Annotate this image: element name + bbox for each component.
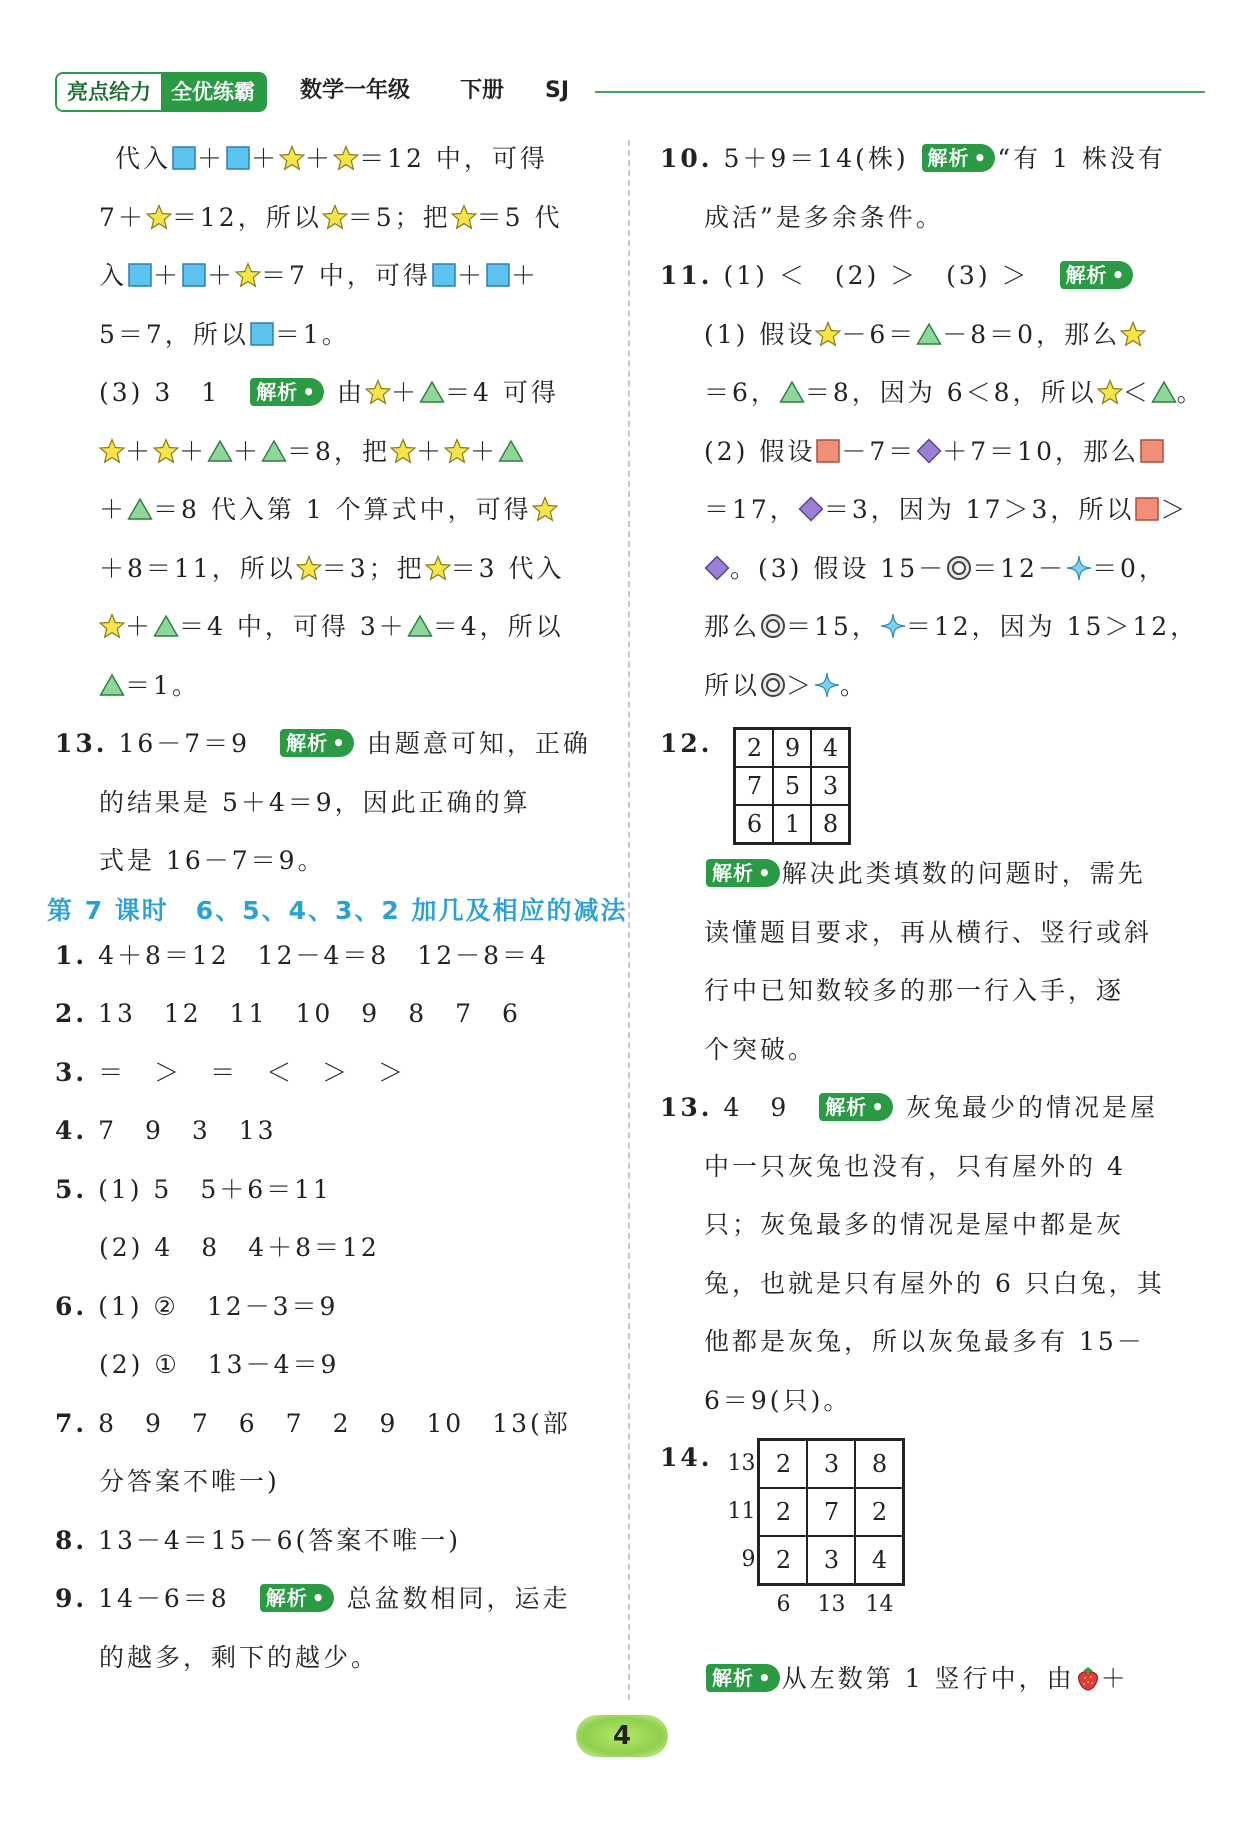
star-icon	[532, 496, 558, 522]
text: －7＝	[841, 436, 917, 466]
grid-cell: 6	[735, 805, 773, 843]
answer-line: 只；灰兔最多的情况是屋中都是灰	[704, 1210, 1125, 1239]
question-number: 7.	[55, 1408, 88, 1438]
sparkle-icon	[1066, 555, 1092, 581]
text: ＝12，所以	[171, 202, 322, 232]
star-icon	[99, 613, 125, 639]
header-rule	[595, 91, 1205, 93]
grid-cell: 3	[807, 1536, 855, 1584]
star-icon	[1120, 321, 1146, 347]
star-icon	[279, 145, 305, 171]
text: ＝0，	[1091, 553, 1167, 583]
analysis-tag: 解析 •	[260, 1584, 334, 1612]
question-9	[55, 1570, 600, 1629]
question-number: 14.	[660, 1443, 713, 1472]
star-icon	[425, 555, 451, 581]
grid-cell: 3	[811, 767, 849, 805]
section-title: 第 7 课时 6、5、4、3、2 加几及相应的减法	[47, 895, 628, 925]
grid-cell: 2	[759, 1440, 807, 1488]
blue-square-icon	[127, 262, 153, 288]
text: 所以	[704, 670, 761, 700]
question-number: 5.	[55, 1174, 88, 1204]
answer-line: 分答案不唯一)	[99, 1467, 280, 1496]
answer-line: ＝17， ＝3，因为 17＞3，所以 ＞	[704, 495, 1189, 524]
text: 由	[336, 378, 365, 407]
column-divider	[628, 140, 630, 1700]
text: ＝8 代入第 1 个算式中，可得	[153, 495, 532, 524]
question-number: 12.	[660, 729, 713, 758]
star-icon	[444, 438, 470, 464]
answer: (1) 5 5＋6＝11	[98, 1174, 332, 1204]
triangle-icon	[127, 496, 153, 522]
answer-line	[660, 598, 1215, 657]
answer: 13－4＝15－6(答案不唯一)	[98, 1525, 462, 1555]
answer: ＝ ＞ ＝ ＜ ＞ ＞	[98, 1057, 407, 1087]
analysis-tag: 解析 •	[280, 729, 354, 757]
text: ＝3 代入	[450, 553, 565, 583]
triangle-icon	[153, 613, 179, 639]
answer-line: (3) 3 1 解析 • 由 ＋ ＝4 可得	[55, 364, 600, 423]
answer-line: 兔，也就是只有屋外的 6 只白兔，其	[704, 1268, 1165, 1298]
answer: 14－6＝8	[98, 1584, 230, 1613]
brand-part-2: 全优练霸	[161, 74, 265, 110]
question-6	[55, 1278, 600, 1337]
ring-icon	[946, 555, 972, 581]
answer: 8 9 7 6 7 2 9 10 13(部	[98, 1408, 571, 1438]
answer-line: 中一只灰兔也没有，只有屋外的 4	[704, 1151, 1126, 1181]
grid-cell: 7	[807, 1488, 855, 1536]
question-12	[660, 715, 1215, 845]
subject-label: 数学一年级	[300, 78, 411, 103]
question-3	[55, 1044, 600, 1103]
diamond-icon	[916, 438, 942, 464]
question-5	[55, 1161, 600, 1220]
answer-line	[55, 306, 600, 365]
answer-line: ＋ ＋ ＋ ＝8，把 ＋ ＋	[55, 423, 600, 482]
col-sum: 6	[776, 1592, 791, 1617]
answer-line	[55, 189, 600, 248]
volume-label: 下册	[460, 78, 505, 103]
text: ＝12，因为 15＞12，	[905, 612, 1199, 641]
triangle-icon	[916, 321, 942, 347]
question-13	[55, 715, 600, 774]
triangle-icon	[498, 438, 524, 464]
star-icon	[365, 379, 391, 405]
text: (2) 假设	[704, 436, 816, 466]
star-icon	[815, 321, 841, 347]
star-icon	[1097, 379, 1123, 405]
answer-line: 6＝9(只)。	[704, 1385, 852, 1415]
grid-cell: 2	[759, 1536, 807, 1584]
star-icon	[146, 204, 172, 230]
answer-line	[660, 306, 1215, 365]
question-number: 2.	[55, 999, 88, 1028]
text: －6＝	[841, 319, 917, 349]
question-number: 10.	[660, 144, 713, 173]
answer-line: 解析 • 从左数第 1 竖行中，由 ＋	[660, 1650, 1215, 1709]
text: ＝12－	[972, 553, 1066, 583]
question-number: 8.	[55, 1525, 88, 1555]
text: ＝17，	[704, 495, 798, 524]
question-14	[660, 1438, 1215, 1650]
text: 入	[99, 261, 128, 290]
sparkle-icon	[880, 613, 906, 639]
blue-square-icon	[171, 145, 197, 171]
answer: 5＋9＝14(株)	[723, 144, 909, 173]
text: ＝6，	[704, 378, 779, 407]
triangle-icon	[779, 379, 805, 405]
star-icon	[153, 438, 179, 464]
star-icon	[451, 204, 477, 230]
text: ＝1。	[274, 319, 350, 349]
salmon-square-icon	[815, 438, 841, 464]
grid-cell: 4	[811, 729, 849, 767]
grid-cell: 5	[773, 767, 811, 805]
blue-square-icon	[431, 262, 457, 288]
page-header	[55, 72, 1205, 110]
analysis-tag: 解析 •	[706, 859, 780, 887]
answer: 13 12 11 10 9 8 7 6	[98, 999, 521, 1028]
blue-square-icon	[225, 145, 251, 171]
analysis-tag: 解析 •	[922, 144, 996, 172]
blue-square-icon	[485, 262, 511, 288]
grid-cell: 9	[773, 729, 811, 767]
question-number: 3.	[55, 1057, 88, 1087]
sparkle-icon	[814, 672, 840, 698]
question-number: 4.	[55, 1116, 88, 1145]
text: ＋8＝11，所以	[99, 553, 296, 583]
grid-cell: 8	[811, 805, 849, 843]
sum-grid	[727, 1438, 957, 1643]
text: ＋7＝10，那么	[942, 436, 1139, 466]
text: (3) 3 1	[99, 378, 221, 407]
answer-line: ＝6， ＝8，因为 6＜8，所以 ＜ 。	[704, 378, 1205, 407]
text: ＝8，把	[287, 436, 390, 466]
grid-cell: 1	[773, 805, 811, 843]
edition-label: SJ	[545, 78, 570, 103]
text: ＝5；把	[347, 202, 451, 232]
question-number: 11.	[660, 261, 713, 290]
text: －8＝0，那么	[942, 319, 1121, 349]
star-icon	[235, 262, 261, 288]
triangle-icon	[99, 672, 125, 698]
question-8	[55, 1512, 600, 1571]
text: 5＝7，所以	[99, 319, 249, 349]
grid-cell: 2	[735, 729, 773, 767]
salmon-square-icon	[1134, 496, 1160, 522]
text: 代入	[115, 144, 172, 173]
answer-line	[55, 540, 600, 599]
answer-line	[660, 423, 1215, 482]
answer-line: 的结果是 5＋4＝9，因此正确的算	[99, 787, 531, 817]
triangle-icon	[1151, 379, 1177, 405]
diamond-icon	[704, 555, 730, 581]
text: ＝4，所以	[432, 612, 564, 641]
col-sum: 14	[865, 1592, 894, 1617]
blue-square-icon	[181, 262, 207, 288]
answer-line: 成活”是多余条件。	[704, 202, 944, 232]
text: ＝3，因为 17＞3，所以	[823, 495, 1135, 524]
star-icon	[322, 204, 348, 230]
answer-line: 入 ＋ ＋ ＝7 中，可得 ＋ ＋	[99, 261, 539, 290]
text: 中，可得	[435, 144, 548, 173]
grid	[757, 1438, 905, 1586]
triangle-icon	[407, 613, 433, 639]
question-10	[660, 130, 1215, 189]
question-11	[660, 247, 1215, 306]
star-icon	[390, 438, 416, 464]
answer-line: 代入 ＋ ＋ ＋ ＝12 中，可得	[115, 144, 548, 173]
row-sum: 13	[727, 1451, 756, 1476]
question-7	[55, 1395, 600, 1454]
answer-line: (2) 4 8 4＋8＝12	[99, 1233, 380, 1262]
answer-line: 个突破。	[704, 1034, 817, 1064]
grid-cell: 3	[807, 1440, 855, 1488]
answer-line	[55, 657, 600, 716]
triangle-icon	[207, 438, 233, 464]
salmon-square-icon	[1139, 438, 1165, 464]
answer: 7 9 3 13	[98, 1116, 277, 1145]
answer: 4 9	[723, 1093, 790, 1122]
blue-square-icon	[249, 321, 275, 347]
question-2	[55, 985, 600, 1044]
text: ＝4 可得	[444, 378, 559, 407]
grid-cell: 2	[759, 1488, 807, 1536]
right-column	[660, 130, 1215, 1709]
text: 那么	[704, 612, 761, 641]
star-icon	[99, 438, 125, 464]
text: 灰兔最少的情况是屋	[906, 1093, 1159, 1122]
text: “有 1 株没有	[997, 144, 1166, 173]
page-number: 4	[576, 1715, 668, 1757]
text: ＝7 中，可得	[261, 261, 431, 290]
question-number: 6.	[55, 1291, 88, 1321]
row-sum: 9	[741, 1547, 756, 1572]
grid-cell: 2	[855, 1488, 903, 1536]
text: 。(3) 假设 15－	[730, 553, 947, 583]
answer: 16－7＝9	[118, 729, 251, 758]
answer: (1) ＜ (2) ＞ (3) ＞	[723, 261, 1030, 290]
grid-cell: 8	[855, 1440, 903, 1488]
question-1	[55, 927, 600, 986]
analysis-tag: 解析 •	[819, 1093, 893, 1121]
answer-line: 所以 ＞ 。	[704, 670, 869, 700]
text: ＝8，因为 6＜8，所以	[804, 378, 1097, 407]
text: 解决此类填数的问题时，需先	[781, 859, 1146, 888]
row-sum: 11	[727, 1499, 756, 1524]
analysis-tag: 解析 •	[1060, 261, 1134, 289]
text: 总盆数相同，运走	[346, 1584, 571, 1613]
answer-line: 的越多，剩下的越少。	[99, 1642, 380, 1672]
answer-line	[660, 845, 1215, 904]
question-number: 13.	[55, 729, 108, 758]
answer-line: ＋ ＝4 中，可得 3＋ ＝4，所以	[55, 598, 600, 657]
text: ＝5 代	[476, 202, 563, 232]
question-13	[660, 1079, 1215, 1138]
text: (1) 假设	[704, 319, 816, 349]
answer: (1) ② 12－3＝9	[98, 1291, 339, 1321]
text: 从左数第 1 竖行中，由	[781, 1664, 1075, 1693]
brand-part-1: 亮点给力	[57, 74, 161, 110]
text: ＝15，	[786, 612, 880, 641]
ring-icon	[760, 672, 786, 698]
question-number: 13.	[660, 1093, 713, 1122]
analysis-tag: 解析 •	[706, 1664, 780, 1692]
star-icon	[296, 555, 322, 581]
answer: 4＋8＝12 12－4＝8 12－8＝4	[98, 940, 549, 970]
text: 7＋	[99, 202, 146, 232]
text: ＝4 中，可得 3＋	[179, 612, 407, 641]
diamond-icon	[798, 496, 824, 522]
strawberry-icon	[1075, 1665, 1101, 1691]
answer-line: 他都是灰兔，所以灰兔最多有 15－	[704, 1327, 1145, 1356]
grid-cell: 4	[855, 1536, 903, 1584]
answer-line: (2) ① 13－4＝9	[99, 1350, 340, 1379]
text: ＝1。	[125, 670, 200, 700]
brand-logo	[55, 72, 267, 112]
question-number: 9.	[55, 1584, 88, 1613]
text: 由题意可知，正确	[366, 729, 591, 758]
answer-line: 式是 16－7＝9。	[99, 846, 326, 875]
question-4	[55, 1102, 600, 1161]
star-icon	[333, 145, 359, 171]
ring-icon	[760, 613, 786, 639]
answer-line: 行中已知数较多的那一行入手，逐	[704, 976, 1125, 1005]
analysis-tag: 解析 •	[250, 378, 324, 406]
triangle-icon	[419, 379, 445, 405]
text: ＝3；把	[321, 553, 425, 583]
answer-line	[660, 540, 1215, 599]
grid-cell: 7	[735, 767, 773, 805]
answer-line: ＋ ＝8 代入第 1 个算式中，可得	[55, 481, 600, 540]
col-sum: 13	[817, 1592, 846, 1617]
answer-line: 读懂题目要求，再从横行、竖行或斜	[704, 917, 1153, 947]
question-number: 1.	[55, 940, 88, 970]
left-column	[47, 130, 628, 1687]
magic-square-grid	[733, 727, 851, 845]
text: 。	[840, 670, 869, 700]
triangle-icon	[261, 438, 287, 464]
